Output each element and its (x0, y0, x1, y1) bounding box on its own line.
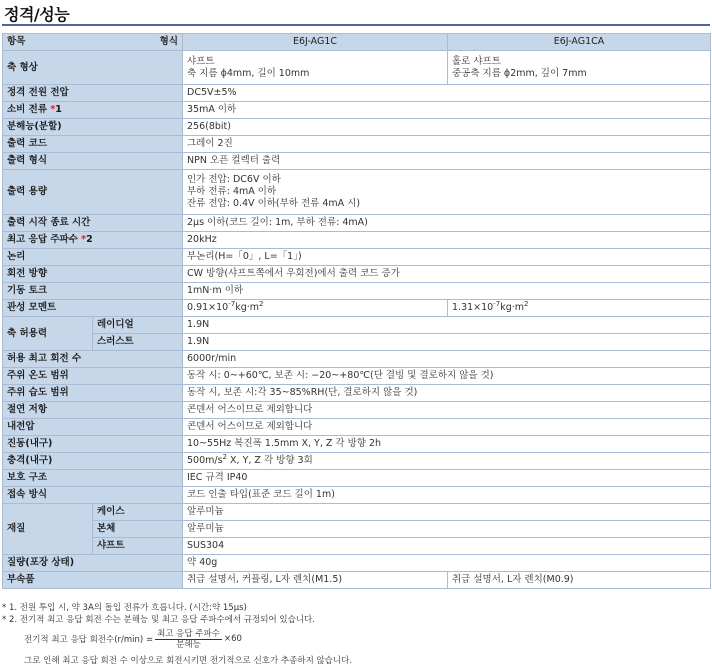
page-title: 정격/성능 (4, 5, 70, 24)
row-label: 허용 최고 회전 수 (3, 351, 183, 368)
cell-value: 콘덴서 어스이므로 제외합니다 (183, 402, 711, 419)
footnote-1: * 1. 전원 투입 시, 약 3A의 돌입 전류가 흐릅니다. (시간:약 15μs) (2, 603, 247, 613)
table-row (3, 283, 711, 300)
row-label: 축 허용력 (3, 317, 93, 351)
cell-value: 35mA 이하 (183, 102, 711, 119)
header-item-type (3, 34, 183, 51)
cell-value: 1.9N (183, 317, 711, 334)
note-star: * (81, 234, 87, 245)
sub-label: 레이디얼 (93, 317, 183, 334)
cell-value (183, 170, 711, 215)
row-label (3, 232, 183, 249)
row-label: 출력 형식 (3, 153, 183, 170)
note-star: * (50, 104, 56, 115)
row-label: 부속품 (3, 572, 183, 589)
shaft-shape-2-line2: 중공축 지름 ϕ2mm, 깊이 7mm (452, 67, 587, 79)
spec-table (2, 33, 711, 589)
row-label: 출력 용량 (3, 170, 183, 215)
cell-value: SUS304 (183, 538, 711, 555)
cell-value: 동작 시: 0~+60℃, 보존 시: −20~+80℃(단 결빙 및 결로하지 않을 것) (183, 368, 711, 385)
table-row (3, 538, 711, 555)
output-capacity-line3: 잔류 전압: 0.4V 이하(부하 전류 4mA 시) (187, 198, 361, 209)
table-row (3, 119, 711, 136)
row-label (3, 102, 183, 119)
cell-value: 6000r/min (183, 351, 711, 368)
table-row (3, 487, 711, 504)
cell-value: DC5V±5% (183, 85, 711, 102)
cell-value: 코드 인출 타입(표준 코드 길이 1m) (183, 487, 711, 504)
table-row (3, 402, 711, 419)
cell-value: NPN 오픈 컬렉터 출력 (183, 153, 711, 170)
sub-label: 케이스 (93, 504, 183, 521)
row-label-text: 최고 응답 주파수 (7, 234, 78, 245)
cell-value: 약 40g (183, 555, 711, 572)
inertia-1-base: 0.91×10 (187, 302, 229, 313)
row-label: 접속 방식 (3, 487, 183, 504)
cell-value: 2μs 이하(코드 길이: 1m, 부하 전류: 4mA) (183, 215, 711, 232)
row-label: 관성 모멘트 (3, 300, 183, 317)
row-label: 기동 토크 (3, 283, 183, 300)
sub-label: 샤프트 (93, 538, 183, 555)
footnote-2: * 2. 전기적 최고 응답 회전 수는 분해능 및 최고 응답 주파수에서 규정되어 있습니다. (2, 615, 315, 625)
inertia-2-base: 1.31×10 (452, 302, 494, 313)
shaft-shape-1-line2: 축 지름 ϕ4mm, 길이 10mm (187, 67, 310, 79)
inertia-1-unit: kg·m (235, 302, 259, 313)
cell-value: 그레이 2진 (183, 136, 711, 153)
shaft-shape-2-line1: 홀로 샤프트 (452, 55, 501, 67)
table-row (3, 51, 711, 85)
table-row (3, 170, 711, 215)
inertia-1-exp: -7 (228, 300, 236, 308)
cell-value: IEC 규격 IP40 (183, 470, 711, 487)
cell-value: 1mN·m 이하 (183, 283, 711, 300)
cell-value (448, 51, 711, 85)
cell-value (183, 453, 711, 470)
row-label: 출력 시작 종료 시간 (3, 215, 183, 232)
cell-value: 10~55Hz 복진폭 1.5mm X, Y, Z 각 방향 2h (183, 436, 711, 453)
cell-value (183, 300, 448, 317)
table-row (3, 521, 711, 538)
table-row (3, 85, 711, 102)
table-row (3, 334, 711, 351)
row-label: 절연 저항 (3, 402, 183, 419)
table-header-row (3, 34, 711, 51)
row-label: 주위 습도 범위 (3, 385, 183, 402)
output-capacity-line1: 인가 전압: DC6V 이하 (187, 174, 281, 185)
table-row (3, 266, 711, 283)
sub-label: 스러스트 (93, 334, 183, 351)
inertia-2-sq: 2 (524, 300, 529, 308)
shaft-shape-1-line1: 샤프트 (187, 55, 215, 67)
row-label: 재질 (3, 504, 93, 555)
row-label: 논리 (3, 249, 183, 266)
row-label: 정격 전원 전압 (3, 85, 183, 102)
inertia-2-exp: -7 (493, 300, 501, 308)
table-row (3, 102, 711, 119)
cell-value (448, 300, 711, 317)
header-model-2: E6J-AG1CA (448, 34, 711, 51)
row-label: 충격(내구) (3, 453, 183, 470)
table-row (3, 436, 711, 453)
table-row (3, 215, 711, 232)
header-item-label: 항목 (7, 36, 26, 47)
note-ref: 1 (55, 104, 62, 115)
row-label: 질량(포장 상태) (3, 555, 183, 572)
formula-denominator: 분해능 (176, 639, 201, 650)
footnote-3: 그로 인해 최고 응답 회전 수 이상으로 회전시키면 전기적으로 신호가 추종하지 않습니다. (24, 656, 353, 666)
row-label: 축 형상 (3, 51, 183, 85)
table-row (3, 136, 711, 153)
table-row (3, 351, 711, 368)
row-label-text: 소비 전류 (7, 104, 48, 115)
formula-numerator: 최고 응답 주파수 (157, 628, 220, 639)
table-row (3, 300, 711, 317)
shock-sq: 2 (222, 453, 228, 461)
title-underline (2, 24, 710, 26)
row-label: 출력 코드 (3, 136, 183, 153)
row-label: 보호 구조 (3, 470, 183, 487)
cell-value: 20kHz (183, 232, 711, 249)
shock-directions: X, Y, Z 각 방향 3회 (227, 455, 313, 466)
table-row (3, 453, 711, 470)
table-row (3, 572, 711, 589)
output-capacity-line2: 부하 전류: 4mA 이하 (187, 186, 277, 197)
shock-value: 500m/s (187, 455, 223, 466)
formula-lhs: 전기적 최고 응답 회전수(r/min) = (24, 635, 154, 645)
row-label: 주위 온도 범위 (3, 368, 183, 385)
header-type-label: 형식 (159, 36, 178, 47)
table-row (3, 153, 711, 170)
cell-value: CW 방향(샤프트쪽에서 우회전)에서 출력 코드 증가 (183, 266, 711, 283)
formula-fraction (155, 629, 222, 650)
inertia-2-unit: kg·m (500, 302, 524, 313)
formula-rhs: ×60 (223, 634, 242, 644)
sub-label: 본체 (93, 521, 183, 538)
row-label: 내전압 (3, 419, 183, 436)
cell-value: 동작 시, 보존 시:각 35~85%RH(단, 결로하지 않을 것) (183, 385, 711, 402)
cell-value: 콘덴서 어스이므로 제외합니다 (183, 419, 711, 436)
table-row (3, 419, 711, 436)
inertia-1-sq: 2 (259, 300, 264, 308)
cell-value: 알루미늄 (183, 504, 711, 521)
cell-value: 알루미늄 (183, 521, 711, 538)
cell-value: 256(8bit) (183, 119, 711, 136)
cell-value: 취급 설명서, 커플링, L자 렌치(M1.5) (183, 572, 448, 589)
table-row (3, 232, 711, 249)
footnotes (2, 602, 315, 626)
row-label: 분해능(분할) (3, 119, 183, 136)
cell-value: 1.9N (183, 334, 711, 351)
table-row (3, 555, 711, 572)
cell-value (183, 51, 448, 85)
note-ref: 2 (86, 234, 93, 245)
header-model-1: E6J-AG1C (183, 34, 448, 51)
cell-value: 취급 설명서, L자 렌치(M0.9) (448, 572, 711, 589)
cell-value: 부논리(H=「0」, L=「1」) (183, 249, 711, 266)
row-label: 회전 방향 (3, 266, 183, 283)
table-row (3, 317, 711, 334)
row-label: 진동(내구) (3, 436, 183, 453)
formula (24, 629, 242, 649)
table-row (3, 368, 711, 385)
table-row (3, 249, 711, 266)
table-row (3, 385, 711, 402)
table-row (3, 470, 711, 487)
table-row (3, 504, 711, 521)
